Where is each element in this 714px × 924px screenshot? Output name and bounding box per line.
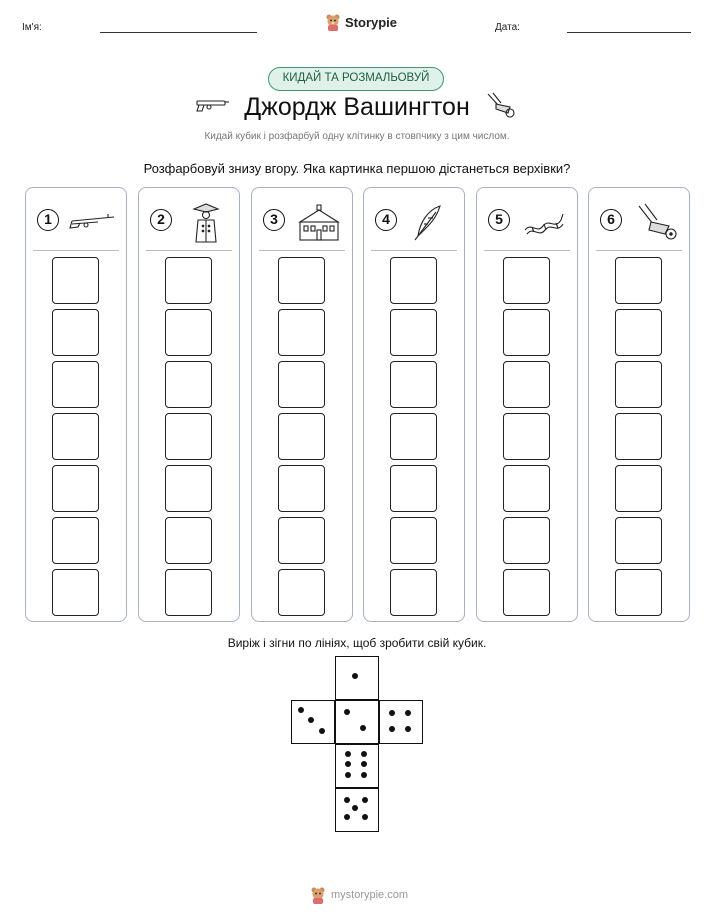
coloring-cell[interactable] xyxy=(165,517,212,564)
instruction-text: Розфарбовуй знизу вгору. Яка картинка першою дістанеться верхівки? xyxy=(143,161,571,176)
coloring-cell[interactable] xyxy=(52,257,99,304)
pip xyxy=(360,725,366,731)
column-5 xyxy=(476,187,578,622)
die-face-4 xyxy=(379,700,423,744)
plow-title-icon xyxy=(484,91,516,121)
pip xyxy=(345,761,351,767)
storypie-logo xyxy=(325,13,397,31)
pip xyxy=(344,709,350,715)
footer-url: mystorypie.com xyxy=(331,889,409,901)
coloring-cell[interactable] xyxy=(278,361,325,408)
coloring-cell[interactable] xyxy=(503,465,550,512)
column-divider xyxy=(371,250,457,251)
column-2 xyxy=(138,187,240,622)
pip xyxy=(308,717,314,723)
column-divider xyxy=(146,250,232,251)
coloring-cell[interactable] xyxy=(615,257,662,304)
pip xyxy=(298,707,304,713)
coloring-cell[interactable] xyxy=(52,361,99,408)
coloring-cell[interactable] xyxy=(390,309,437,356)
die-face-2 xyxy=(335,700,379,744)
pip xyxy=(361,751,367,757)
coloring-cell[interactable] xyxy=(278,569,325,616)
pip xyxy=(405,726,411,732)
pip xyxy=(389,726,395,732)
column-number: 3 xyxy=(263,209,285,231)
coloring-cell[interactable] xyxy=(52,309,99,356)
coloring-cell[interactable] xyxy=(165,413,212,460)
column-3 xyxy=(251,187,353,622)
column-number: 4 xyxy=(375,209,397,231)
pip xyxy=(344,814,350,820)
coloring-cell[interactable] xyxy=(165,569,212,616)
mount-vernon-house-icon xyxy=(294,200,344,244)
pip xyxy=(361,761,367,767)
column-number: 6 xyxy=(600,209,622,231)
coloring-cell[interactable] xyxy=(503,361,550,408)
coloring-cell[interactable] xyxy=(278,309,325,356)
coloring-cell[interactable] xyxy=(503,413,550,460)
pip xyxy=(389,710,395,716)
coloring-cell[interactable] xyxy=(615,465,662,512)
coloring-cell[interactable] xyxy=(615,309,662,356)
coloring-cell[interactable] xyxy=(278,517,325,564)
coloring-cell[interactable] xyxy=(278,465,325,512)
coloring-cell[interactable] xyxy=(52,465,99,512)
coloring-cell[interactable] xyxy=(503,257,550,304)
name-field-line[interactable] xyxy=(100,32,257,33)
coloring-cell[interactable] xyxy=(615,517,662,564)
column-divider xyxy=(33,250,119,251)
activity-badge: КИДАЙ ТА РОЗМАЛЬОВУЙ xyxy=(268,67,444,91)
coloring-cell[interactable] xyxy=(52,569,99,616)
column-divider xyxy=(259,250,345,251)
page-subtitle: Кидай кубик і розфарбуй одну клітинку в стовпчику з цим числом. xyxy=(204,131,510,142)
name-label: Ім'я: xyxy=(22,22,42,33)
date-field-line[interactable] xyxy=(567,32,691,33)
plow-icon xyxy=(631,200,681,244)
bear-mascot-icon xyxy=(325,13,341,31)
coloring-cell[interactable] xyxy=(503,569,550,616)
coloring-cell[interactable] xyxy=(615,361,662,408)
die-face-3 xyxy=(291,700,335,744)
coloring-cell[interactable] xyxy=(52,413,99,460)
coloring-cell[interactable] xyxy=(278,257,325,304)
column-1 xyxy=(25,187,127,622)
coloring-cell[interactable] xyxy=(165,465,212,512)
coloring-cell[interactable] xyxy=(165,257,212,304)
coloring-cell[interactable] xyxy=(390,361,437,408)
column-6 xyxy=(588,187,690,622)
column-number: 2 xyxy=(150,209,172,231)
coloring-cell[interactable] xyxy=(278,413,325,460)
bear-mascot-icon xyxy=(310,886,326,904)
pip xyxy=(352,673,358,679)
pip xyxy=(319,728,325,734)
column-number: 1 xyxy=(37,209,59,231)
rope-icon xyxy=(519,200,569,244)
page-title: Джордж Вашингтон xyxy=(244,93,470,121)
pip xyxy=(345,751,351,757)
pip xyxy=(361,772,367,778)
cut-instruction: Виріж і зігни по лініях, щоб зробити свій кубик. xyxy=(227,636,487,650)
coloring-cell[interactable] xyxy=(390,413,437,460)
coloring-cell[interactable] xyxy=(165,309,212,356)
date-label: Дата: xyxy=(495,22,520,33)
pip xyxy=(344,797,350,803)
coloring-cell[interactable] xyxy=(390,569,437,616)
coloring-cell[interactable] xyxy=(165,361,212,408)
pip xyxy=(405,710,411,716)
die-face-6 xyxy=(335,744,379,788)
coloring-cell[interactable] xyxy=(52,517,99,564)
pip xyxy=(362,797,368,803)
die-face-1 xyxy=(335,656,379,700)
colonial-soldier-icon xyxy=(181,200,231,244)
pip xyxy=(352,805,358,811)
coloring-cell[interactable] xyxy=(503,517,550,564)
column-divider xyxy=(596,250,682,251)
column-number: 5 xyxy=(488,209,510,231)
footer xyxy=(310,885,408,905)
column-divider xyxy=(484,250,570,251)
coloring-cell[interactable] xyxy=(503,309,550,356)
coloring-cell[interactable] xyxy=(390,465,437,512)
coloring-cell[interactable] xyxy=(390,257,437,304)
column-4 xyxy=(363,187,465,622)
pip xyxy=(345,772,351,778)
die-face-5 xyxy=(335,788,379,832)
coloring-cell[interactable] xyxy=(390,517,437,564)
pip xyxy=(362,814,368,820)
coloring-cell[interactable] xyxy=(615,569,662,616)
musket-icon xyxy=(68,200,118,244)
brand-name: Storypie xyxy=(345,14,398,30)
quill-pen-icon xyxy=(406,200,456,244)
coloring-cell[interactable] xyxy=(615,413,662,460)
